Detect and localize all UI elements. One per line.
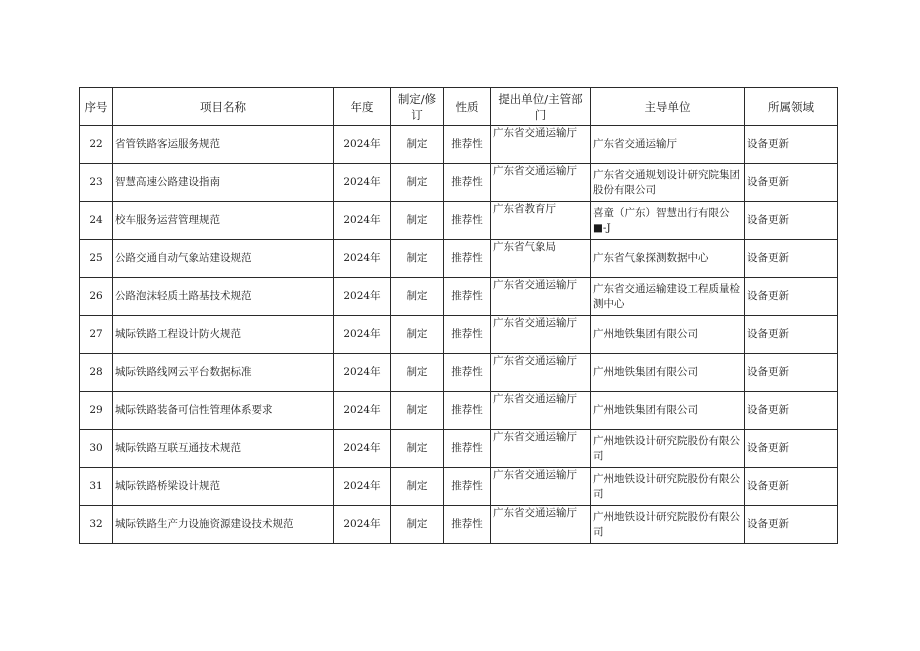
table-row <box>80 278 838 316</box>
cell-proposer: 广东省交通运输厅 <box>491 430 591 468</box>
cell-nature: 推荐性 <box>444 392 491 430</box>
table-row <box>80 240 838 278</box>
cell-nature: 推荐性 <box>444 316 491 354</box>
cell-proposer: 广东省交通运输厅 <box>491 354 591 392</box>
cell-type: 制定 <box>391 202 444 240</box>
cell-lead: 广州地铁集团有限公司 <box>591 392 745 430</box>
header-row <box>80 88 838 126</box>
cell-no: 24 <box>80 202 113 240</box>
table-row <box>80 506 838 544</box>
cell-no: 26 <box>80 278 113 316</box>
cell-field: 设备更新 <box>745 164 838 202</box>
cell-type: 制定 <box>391 316 444 354</box>
cell-name: 城际铁路互联互通技术规范 <box>113 430 334 468</box>
cell-field: 设备更新 <box>745 202 838 240</box>
cell-lead: 广州地铁设计研究院股份有限公司 <box>591 468 745 506</box>
cell-type: 制定 <box>391 126 444 164</box>
table-row <box>80 202 838 240</box>
header-field: 所属领域 <box>745 88 838 126</box>
cell-no: 23 <box>80 164 113 202</box>
cell-year: 2024年 <box>334 430 391 468</box>
cell-nature: 推荐性 <box>444 240 491 278</box>
cell-nature: 推荐性 <box>444 468 491 506</box>
cell-no: 30 <box>80 430 113 468</box>
cell-lead: 广州地铁设计研究院股份有限公司 <box>591 430 745 468</box>
cell-nature: 推荐性 <box>444 164 491 202</box>
cell-name: 城际铁路生产力设施资源建设技术规范 <box>113 506 334 544</box>
table-row <box>80 126 838 164</box>
cell-lead: 广东省交通运输建设工程质量检测中心 <box>591 278 745 316</box>
cell-name: 城际铁路工程设计防火规范 <box>113 316 334 354</box>
table-body <box>80 126 838 544</box>
cell-lead: 广州地铁集团有限公司 <box>591 354 745 392</box>
cell-proposer: 广东省气象局 <box>491 240 591 278</box>
cell-type: 制定 <box>391 392 444 430</box>
cell-year: 2024年 <box>334 164 391 202</box>
cell-proposer: 广东省交通运输厅 <box>491 316 591 354</box>
cell-proposer: 广东省教育厅 <box>491 202 591 240</box>
cell-no: 25 <box>80 240 113 278</box>
cell-proposer: 广东省交通运输厅 <box>491 164 591 202</box>
cell-name: 公路交通自动气象站建设规范 <box>113 240 334 278</box>
cell-no: 27 <box>80 316 113 354</box>
table-row <box>80 354 838 392</box>
header-year: 年度 <box>334 88 391 126</box>
cell-year: 2024年 <box>334 202 391 240</box>
cell-nature: 推荐性 <box>444 278 491 316</box>
cell-type: 制定 <box>391 468 444 506</box>
cell-lead: 广东省气象探测数据中心 <box>591 240 745 278</box>
cell-proposer: 广东省交通运输厅 <box>491 468 591 506</box>
cell-type: 制定 <box>391 354 444 392</box>
cell-year: 2024年 <box>334 278 391 316</box>
table-row <box>80 468 838 506</box>
header-name: 项目名称 <box>113 88 334 126</box>
cell-field: 设备更新 <box>745 240 838 278</box>
cell-field: 设备更新 <box>745 392 838 430</box>
cell-type: 制定 <box>391 278 444 316</box>
cell-field: 设备更新 <box>745 430 838 468</box>
header-no: 序号 <box>80 88 113 126</box>
cell-year: 2024年 <box>334 506 391 544</box>
cell-year: 2024年 <box>334 126 391 164</box>
cell-proposer: 广东省交通运输厅 <box>491 392 591 430</box>
cell-type: 制定 <box>391 164 444 202</box>
cell-nature: 推荐性 <box>444 202 491 240</box>
cell-name: 智慧高速公路建设指南 <box>113 164 334 202</box>
cell-nature: 推荐性 <box>444 430 491 468</box>
cell-year: 2024年 <box>334 392 391 430</box>
cell-no: 22 <box>80 126 113 164</box>
table-row <box>80 164 838 202</box>
header-nature: 性质 <box>444 88 491 126</box>
cell-field: 设备更新 <box>745 278 838 316</box>
cell-field: 设备更新 <box>745 354 838 392</box>
cell-name: 城际铁路线网云平台数据标准 <box>113 354 334 392</box>
cell-no: 31 <box>80 468 113 506</box>
cell-year: 2024年 <box>334 468 391 506</box>
cell-nature: 推荐性 <box>444 354 491 392</box>
cell-name: 城际铁路桥梁设计规范 <box>113 468 334 506</box>
cell-name: 公路泡沫轻质土路基技术规范 <box>113 278 334 316</box>
cell-name: 校车服务运营管理规范 <box>113 202 334 240</box>
cell-field: 设备更新 <box>745 126 838 164</box>
cell-no: 28 <box>80 354 113 392</box>
cell-lead: 广州地铁集团有限公司 <box>591 316 745 354</box>
cell-type: 制定 <box>391 430 444 468</box>
cell-year: 2024年 <box>334 240 391 278</box>
cell-name: 城际铁路装备可信性管理体系要求 <box>113 392 334 430</box>
cell-lead: 喜童（广东）智慧出行有限公 ■-J <box>591 202 745 240</box>
cell-proposer: 广东省交通运输厅 <box>491 126 591 164</box>
cell-field: 设备更新 <box>745 316 838 354</box>
cell-lead: 广东省交通规划设计研究院集团股份有限公司 <box>591 164 745 202</box>
cell-type: 制定 <box>391 506 444 544</box>
cell-year: 2024年 <box>334 354 391 392</box>
cell-no: 32 <box>80 506 113 544</box>
cell-lead: 广州地铁设计研究院股份有限公司 <box>591 506 745 544</box>
header-type: 制定/修订 <box>391 88 444 126</box>
cell-nature: 推荐性 <box>444 126 491 164</box>
cell-name: 省管铁路客运服务规范 <box>113 126 334 164</box>
standards-table <box>79 87 838 544</box>
cell-proposer: 广东省交通运输厅 <box>491 278 591 316</box>
table-row <box>80 316 838 354</box>
header-lead: 主导单位 <box>591 88 745 126</box>
cell-type: 制定 <box>391 240 444 278</box>
cell-lead: 广东省交通运输厅 <box>591 126 745 164</box>
cell-field: 设备更新 <box>745 468 838 506</box>
cell-year: 2024年 <box>334 316 391 354</box>
table-row <box>80 430 838 468</box>
header-proposer: 提出单位/主管部门 <box>491 88 591 126</box>
table-row <box>80 392 838 430</box>
cell-field: 设备更新 <box>745 506 838 544</box>
cell-nature: 推荐性 <box>444 506 491 544</box>
cell-no: 29 <box>80 392 113 430</box>
cell-proposer: 广东省交通运输厅 <box>491 506 591 544</box>
